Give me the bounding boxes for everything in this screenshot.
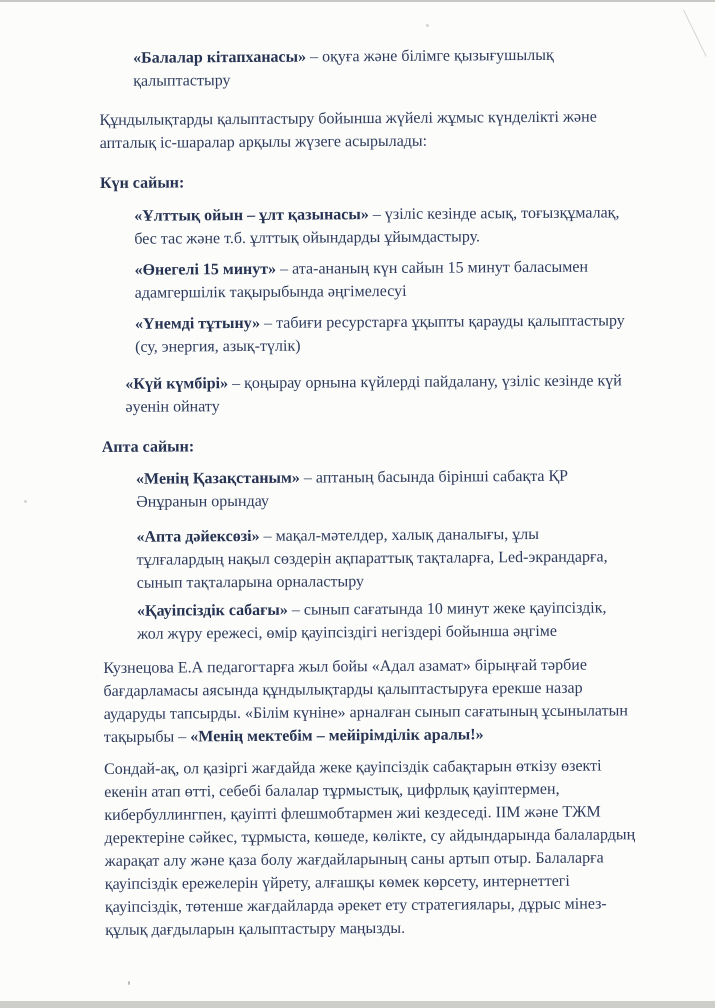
item-title: «Апта дәйексөзі»	[136, 527, 260, 546]
item-text: – мақал-мәтелдер, халық даналығы, ұлы тұлғалардың нақыл сөздерін ақпараттық тақталарға, Led-экрандарға, сынып тақталарына орналастыру	[136, 525, 608, 592]
para-text: Сондай-ақ, ол қазіргі жағдайда жеке қауіпсіздік сабақтарын өткізу өзекті екенін атап өтті, себебі балалар тұрмыстық, цифрлық қауіптермен, кибербуллингпен, қауіпті флешмобтармен жиі кездеседі. ІІМ және ТЖМ деректеріне сәйкес, тұрмыста, көшеде, көлікте, су айдындарында балалардың жарақат алу және қаза болу жағдайларының саны артып отыр. Балаларға қауіпсіздік ережелерін үйрету, алғашқы көмек көрсету, интернеттегі қауіпсіздік, төтенше жағдайларда әрекет ету стратегиялары, дұрыс мінез- құлық дағдыларын қалыптастыру маңызды.	[103, 757, 636, 939]
para-text: Кузнецова Е.А педагогтарға жыл бойы «Адал азамат» бірыңғай тәрбие бағдарламасы аясында құндылықтарды қалыптастыруға ерекше назар аударуды тапсырды. «Білім күніне» арналған сынып сағатының ұсынылатын тақырыбы –	[103, 656, 628, 746]
document-text-column	[99, 43, 693, 942]
para-text: Құндылықтарды қалыптастыру бойынша жүйелі жұмыс күнделікті және апталық іс-шаралар арқылы жүзеге асырылады:	[99, 108, 597, 152]
item-kui-kumbiri	[125, 369, 689, 419]
item-unemdi-tutynu	[135, 309, 689, 359]
scan-speck	[24, 500, 27, 503]
item-title: «Менің Қазақстаным»	[135, 469, 300, 488]
scan-top-edge-line	[0, 0, 715, 2]
item-title: «Қауіпсіздік сабағы»	[136, 601, 288, 620]
item-title: «Ұлттық ойын – ұлт қазынасы»	[134, 206, 369, 225]
scan-speck	[426, 24, 429, 27]
para-values-intro	[99, 105, 687, 155]
item-title: «Күй күмбірі»	[125, 375, 229, 393]
heading-text: Күн сайын:	[99, 174, 185, 192]
item-title: «Үнемді тұтыну»	[134, 314, 261, 333]
item-apta-daieksozi	[136, 522, 690, 595]
item-onegeli-15-minut	[134, 255, 688, 305]
item-menin-kazakstanym	[136, 464, 690, 514]
item-title: «Өнегелі 15 минут»	[134, 260, 277, 279]
item-children-library	[133, 43, 687, 93]
para-safety-lessons	[104, 754, 693, 942]
item-kauipsizdik-sabagy	[137, 596, 691, 646]
item-text: – оқуға және білімге қызығушылық қалыптастыру	[133, 46, 554, 90]
item-title: «Балалар кітапханасы»	[133, 48, 307, 67]
heading-text: Апта сайын:	[101, 438, 195, 456]
scan-bottom-edge-band	[0, 1001, 715, 1008]
item-text: – үзіліс кезінде асық, тоғызқұмалақ, бес тас және т.б. ұлттық ойындарды ұйымдастыру.	[134, 204, 620, 248]
item-text: – табиғи ресурстарға ұқыпты қарауды қалыптастыру (су, энергия, азық-түлік)	[135, 312, 625, 356]
scan-speck	[128, 981, 130, 985]
item-text: – сынып сағатында 10 минут жеке қауіпсіздік, жол жүру ережесі, өмір қауіпсіздігі негіздері бойынша әңгіме	[137, 599, 607, 643]
para-bold-tail: «Менің мектебім – мейірімділік аралы!»	[190, 726, 484, 746]
para-kuznetsova	[103, 653, 692, 749]
item-text: – қоңырау орнына күйлерді пайдалану, үзіліс кезінде күй әуенін ойнату	[125, 372, 622, 416]
item-text: – аптаның басында бірінші сабақта ҚР Әнұранын орындау	[136, 467, 569, 511]
item-text: – ата-ананың күн сайын 15 минут баласымен адамгершілік тақырыбында әңгімелесуі	[134, 258, 589, 302]
heading-weekly	[102, 432, 690, 459]
item-national-game	[134, 201, 688, 251]
heading-daily	[100, 168, 688, 195]
